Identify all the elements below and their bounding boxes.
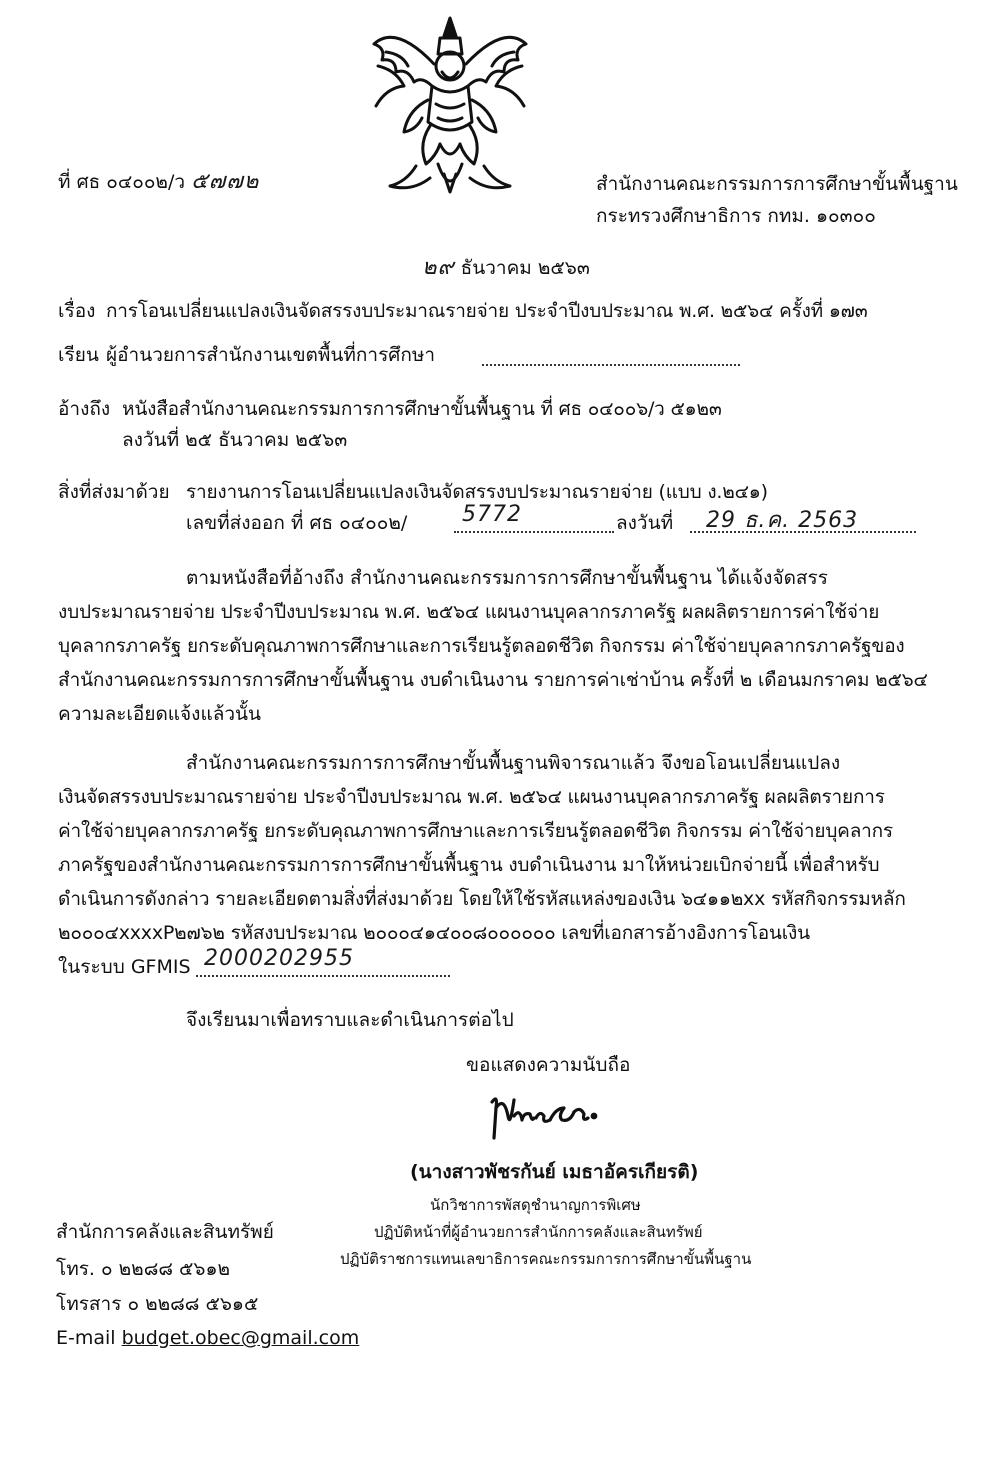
salutation: ขอแสดงความนับถือ: [466, 1054, 631, 1076]
paragraph-2-line: ๒๐๐๐๔xxxxP๒๗๖๒ รหัสงบประมาณ ๒๐๐๐๔๑๔๐๐๘๐๐๐๐๐๐ เลขที่เอกสารอ้างอิงการโอนเงิน: [58, 922, 810, 944]
footer-fax: โทรสาร ๐ ๒๒๘๘ ๕๖๑๕: [56, 1293, 259, 1315]
enclosure-date-label: ลงวันที่: [616, 512, 674, 534]
enclosure-number-dotted-line: [454, 531, 614, 533]
paragraph-2-line: เงินจัดสรรงบประมาณรายจ่าย ประจำปีงบประมาณ พ.ศ. ๒๕๖๔ แผนงานบุคลากรภาครัฐ ผลผลิตรายการ: [58, 786, 885, 808]
gfmis-dotted-line: [196, 975, 450, 977]
paragraph-2-line: สำนักงานคณะกรรมการการศึกษาขั้นพื้นฐานพิจารณาแล้ว จึงขอโอนเปลี่ยนแปลง: [186, 752, 841, 774]
garuda-emblem-icon: [356, 14, 544, 200]
to-label: เรียน: [58, 344, 99, 366]
paragraph-1-line: ตามหนังสือที่อ้างถึง สำนักงานคณะกรรมการการศึกษาขั้นพื้นฐาน ได้แจ้งจัดสรร: [186, 567, 828, 589]
footer-department: สำนักการคลังและสินทรัพย์: [56, 1221, 274, 1243]
to-text: ผู้อำนวยการสำนักงานเขตพื้นที่การศึกษา: [106, 344, 436, 366]
gfmis-prefix: ในระบบ GFMIS: [58, 956, 191, 978]
date-month-year: ธันวาคม ๒๕๖๓: [460, 257, 590, 279]
reference-line2: ลงวันที่ ๒๕ ธันวาคม ๒๕๖๓: [122, 429, 348, 451]
document-number: [58, 170, 259, 194]
to-dotted-line: [482, 364, 740, 366]
paragraph-1-line: งบประมาณรายจ่าย ประจำปีงบประมาณ พ.ศ. ๒๕๖๔ แผนงานบุคลากรภาครัฐ ผลผลิตรายการค่าใช้จ่าย: [58, 601, 880, 623]
subject-text: การโอนเปลี่ยนแปลงเงินจัดสรรงบประมาณรายจ่าย ประจำปีงบประมาณ พ.ศ. ๒๕๖๔ ครั้งที่ ๑๗๓: [106, 300, 868, 322]
signer-name: (นางสาวพัชรกันย์ เมธาอัครเกียรติ): [410, 1161, 699, 1183]
footer-phone: โทร. ๐ ๒๒๘๘ ๕๖๑๒: [56, 1258, 231, 1280]
enclosure-date-handwritten: 29 ธ.ค. 2563: [706, 508, 859, 533]
paragraph-1-line: ความละเอียดแจ้งแล้วนั้น: [58, 703, 261, 725]
enclosure-number-handwritten: 5772: [462, 502, 522, 527]
paragraph-1-line: บุคลากรภาครัฐ ยกระดับคุณภาพการศึกษาและการเรียนรู้ตลอดชีวิต กิจกรรม ค่าใช้จ่ายบุคลากรภาครัฐของ: [58, 635, 905, 657]
paragraph-2-line: ภาครัฐของสำนักงานคณะกรรมการการศึกษาขั้นพื้นฐาน งบดำเนินงาน มาให้หน่วยเบิกจ่ายนี้ เพื่อสำหรับ: [58, 854, 880, 876]
subject-label: เรื่อง: [58, 300, 96, 322]
date-day-handwritten: ๒๙: [422, 255, 455, 280]
enclosure-line2-prefix: เลขที่ส่งออก ที่ ศธ ๐๔๐๐๒/: [186, 512, 408, 534]
signer-position-3: ปฏิบัติราชการแทนเลขาธิการคณะกรรมการการศึกษาขั้นพื้นฐาน: [340, 1250, 752, 1268]
paragraph-2-line: ค่าใช้จ่ายบุคลากรภาครัฐ ยกระดับคุณภาพการศึกษาและการเรียนรู้ตลอดชีวิต กิจกรรม ค่าใช้จ่ายบุคลากร: [58, 820, 893, 842]
footer-email: [56, 1326, 359, 1350]
enclosure-label: สิ่งที่ส่งมาด้วย: [58, 481, 170, 503]
enclosure-line1: รายงานการโอนเปลี่ยนแปลงเงินจัดสรรงบประมาณรายจ่าย (แบบ ง.๒๔๑): [186, 481, 768, 503]
reference-line1: หนังสือสำนักงานคณะกรรมการการศึกษาขั้นพื้นฐาน ที่ ศธ ๐๔๐๐๖/ว ๕๑๒๓: [122, 398, 722, 420]
document-number-prefix: ที่ ศธ ๐๔๐๐๒/ว: [58, 171, 186, 193]
letter-date: [422, 256, 590, 280]
gfmis-handwritten-number: 2000202955: [204, 946, 354, 971]
enclosure-date-dotted-line: [690, 531, 916, 533]
email-label: E-mail: [56, 1327, 116, 1349]
office-name: สำนักงานคณะกรรมการการศึกษาขั้นพื้นฐาน: [596, 173, 958, 195]
signer-position-2: ปฏิบัติหน้าที่ผู้อำนวยการสำนักการคลังและสินทรัพย์: [374, 1223, 703, 1241]
closing-text: จึงเรียนมาเพื่อทราบและดำเนินการต่อไป: [186, 1009, 514, 1031]
reference-label: อ้างถึง: [58, 398, 111, 420]
paragraph-1-line: สำนักงานคณะกรรมการการศึกษาขั้นพื้นฐาน งบดำเนินงาน รายการค่าเช่าบ้าน ครั้งที่ ๒ เดือนมกราคม ๒๕๖๔: [58, 669, 928, 691]
handwritten-signature-icon: [484, 1086, 608, 1144]
email-link[interactable]: budget.obec@gmail.com: [121, 1327, 360, 1349]
signer-position-1: นักวิชาการพัสดุชำนาญการพิเศษ: [430, 1196, 641, 1214]
paragraph-2-line: ดำเนินการดังกล่าว รายละเอียดตามสิ่งที่ส่งมาด้วย โดยให้ใช้รหัสแหล่งของเงิน ๖๔๑๑๒xx รหัสกิจกรรมหลัก: [58, 888, 906, 910]
office-address: กระทรวงศึกษาธิการ กทม. ๑๐๓๐๐: [596, 205, 876, 227]
document-number-handwritten: ๕๗๗๒: [191, 169, 260, 194]
